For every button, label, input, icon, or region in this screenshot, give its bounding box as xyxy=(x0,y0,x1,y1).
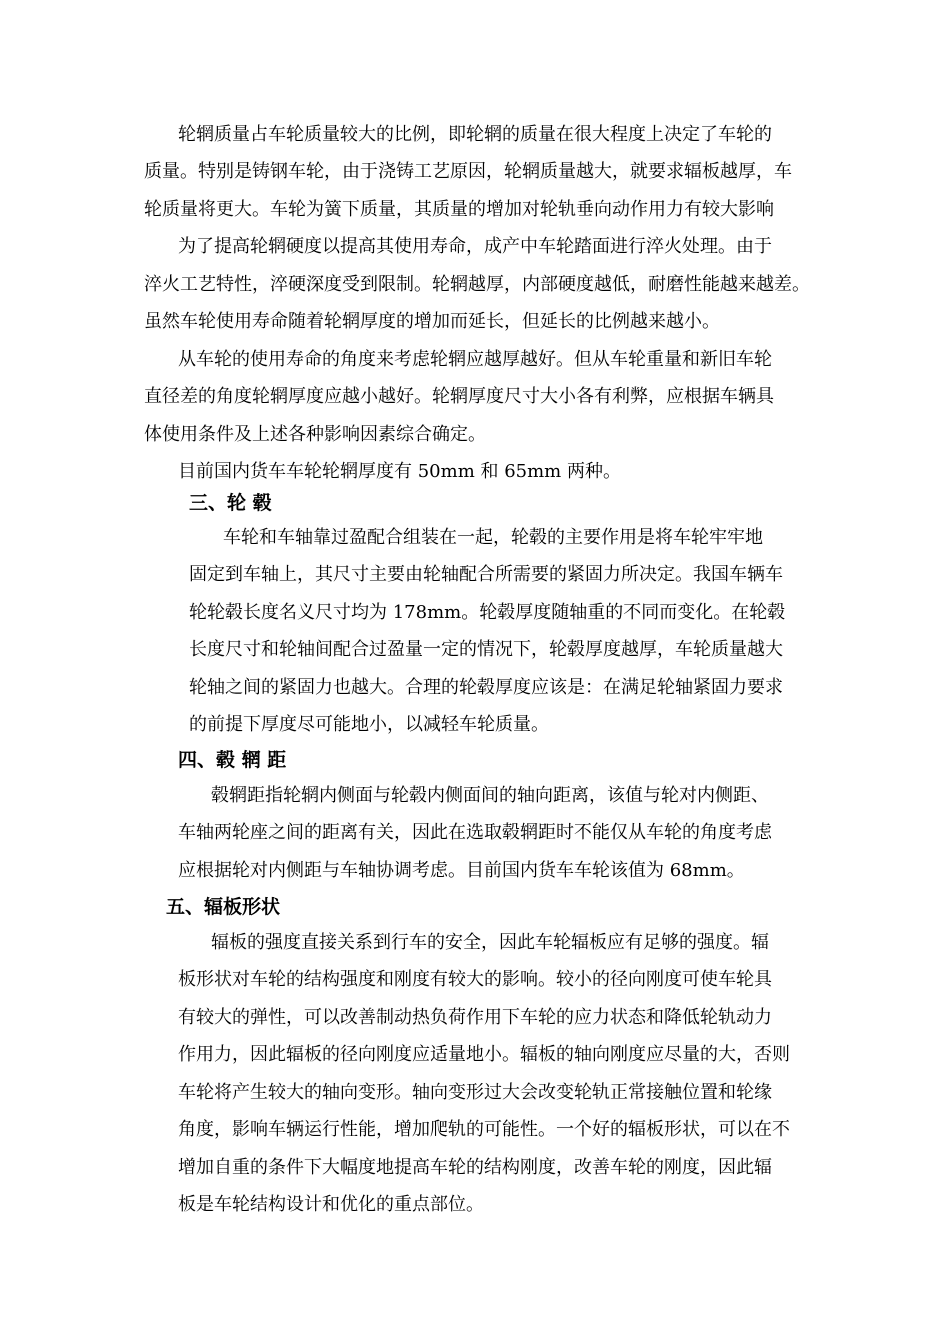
text-line: 角度，影响车辆运行性能，增加爬轨的可能性。一个好的辐板形状，可以在不 xyxy=(178,1119,790,1140)
text-line: 板是车轮结构设计和优化的重点部位。 xyxy=(178,1194,484,1215)
text-line: 辐板的强度直接关系到行车的安全，因此车轮辐板应有足够的强度。辐 xyxy=(211,932,769,953)
text-line: 有较大的弹性，可以改善制动热负荷作用下车轮的应力状态和降低轮轨动力 xyxy=(178,1007,772,1028)
text-line: 板形状对车轮的结构强度和刚度有较大的影响。较小的径向刚度可使车轮具 xyxy=(178,969,772,990)
text-line: 轮轮毂长度名义尺寸均为 178mm。轮毂厚度随轴重的不同而变化。在轮毂 xyxy=(189,602,786,623)
text-line: 的前提下厚度尽可能地小，以减轻车轮质量。 xyxy=(189,714,549,735)
text-line: 增加自重的条件下大幅度地提高车轮的结构刚度，改善车轮的刚度，因此辐 xyxy=(178,1157,772,1178)
text-line: 淬火工艺特性，淬硬深度受到限制。轮辋越厚，内部硬度越低，耐磨性能越来越差。 xyxy=(144,274,810,295)
text-line: 目前国内货车车轮轮辋厚度有 50mm 和 65mm 两种。 xyxy=(178,461,621,482)
section-heading: 五、辐板形状 xyxy=(166,896,281,918)
text-line: 轮质量将更大。车轮为簧下质量，其质量的增加对轮轨垂向动作用力有较大影响 xyxy=(144,199,774,220)
text-line: 应根据轮对内侧距与车轴协调考虑。目前国内货车车轮该值为 68mm。 xyxy=(178,860,745,881)
section-heading: 三、轮 毂 xyxy=(189,492,272,514)
text-line: 质量。特别是铸钢车轮，由于浇铸工艺原因，轮辋质量越大，就要求辐板越厚，车 xyxy=(144,161,792,182)
text-line: 直径差的角度轮辋厚度应越小越好。轮辋厚度尺寸大小各有利弊，应根据车辆具 xyxy=(144,386,774,407)
text-line: 车轮和车轴靠过盈配合组装在一起，轮毂的主要作用是将车轮牢牢地 xyxy=(223,527,763,548)
text-line: 为了提高轮辋硬度以提高其使用寿命，成产中车轮踏面进行淬火处理。由于 xyxy=(178,236,772,257)
text-line: 轮辋质量占车轮质量较大的比例，即轮辋的质量在很大程度上决定了车轮的 xyxy=(178,124,772,145)
text-line: 车轴两轮座之间的距离有关，因此在选取毂辋距时不能仅从车轮的角度考虑 xyxy=(178,822,772,843)
text-line: 体使用条件及上述各种影响因素综合确定。 xyxy=(144,424,486,445)
text-line: 车轮将产生较大的轴向变形。轴向变形过大会改变轮轨正常接触位置和轮缘 xyxy=(178,1082,772,1103)
text-line: 毂辋距指轮辋内侧面与轮毂内侧面间的轴向距离，该值与轮对内侧距、 xyxy=(211,785,769,806)
text-line: 作用力，因此辐板的径向刚度应适量地小。辐板的轴向刚度应尽量的大，否则 xyxy=(178,1044,790,1065)
text-line: 固定到车轴上，其尺寸主要由轮轴配合所需要的紧固力所决定。我国车辆车 xyxy=(189,564,783,585)
text-line: 虽然车轮使用寿命随着轮辋厚度的增加而延长，但延长的比例越来越小。 xyxy=(144,311,720,332)
text-line: 从车轮的使用寿命的角度来考虑轮辋应越厚越好。但从车轮重量和新旧车轮 xyxy=(178,349,772,370)
text-line: 长度尺寸和轮轴间配合过盈量一定的情况下，轮毂厚度越厚，车轮质量越大 xyxy=(189,639,783,660)
section-heading: 四、毂 辋 距 xyxy=(178,749,287,771)
text-line: 轮轴之间的紧固力也越大。合理的轮毂厚度应该是：在满足轮轴紧固力要求 xyxy=(189,677,783,698)
